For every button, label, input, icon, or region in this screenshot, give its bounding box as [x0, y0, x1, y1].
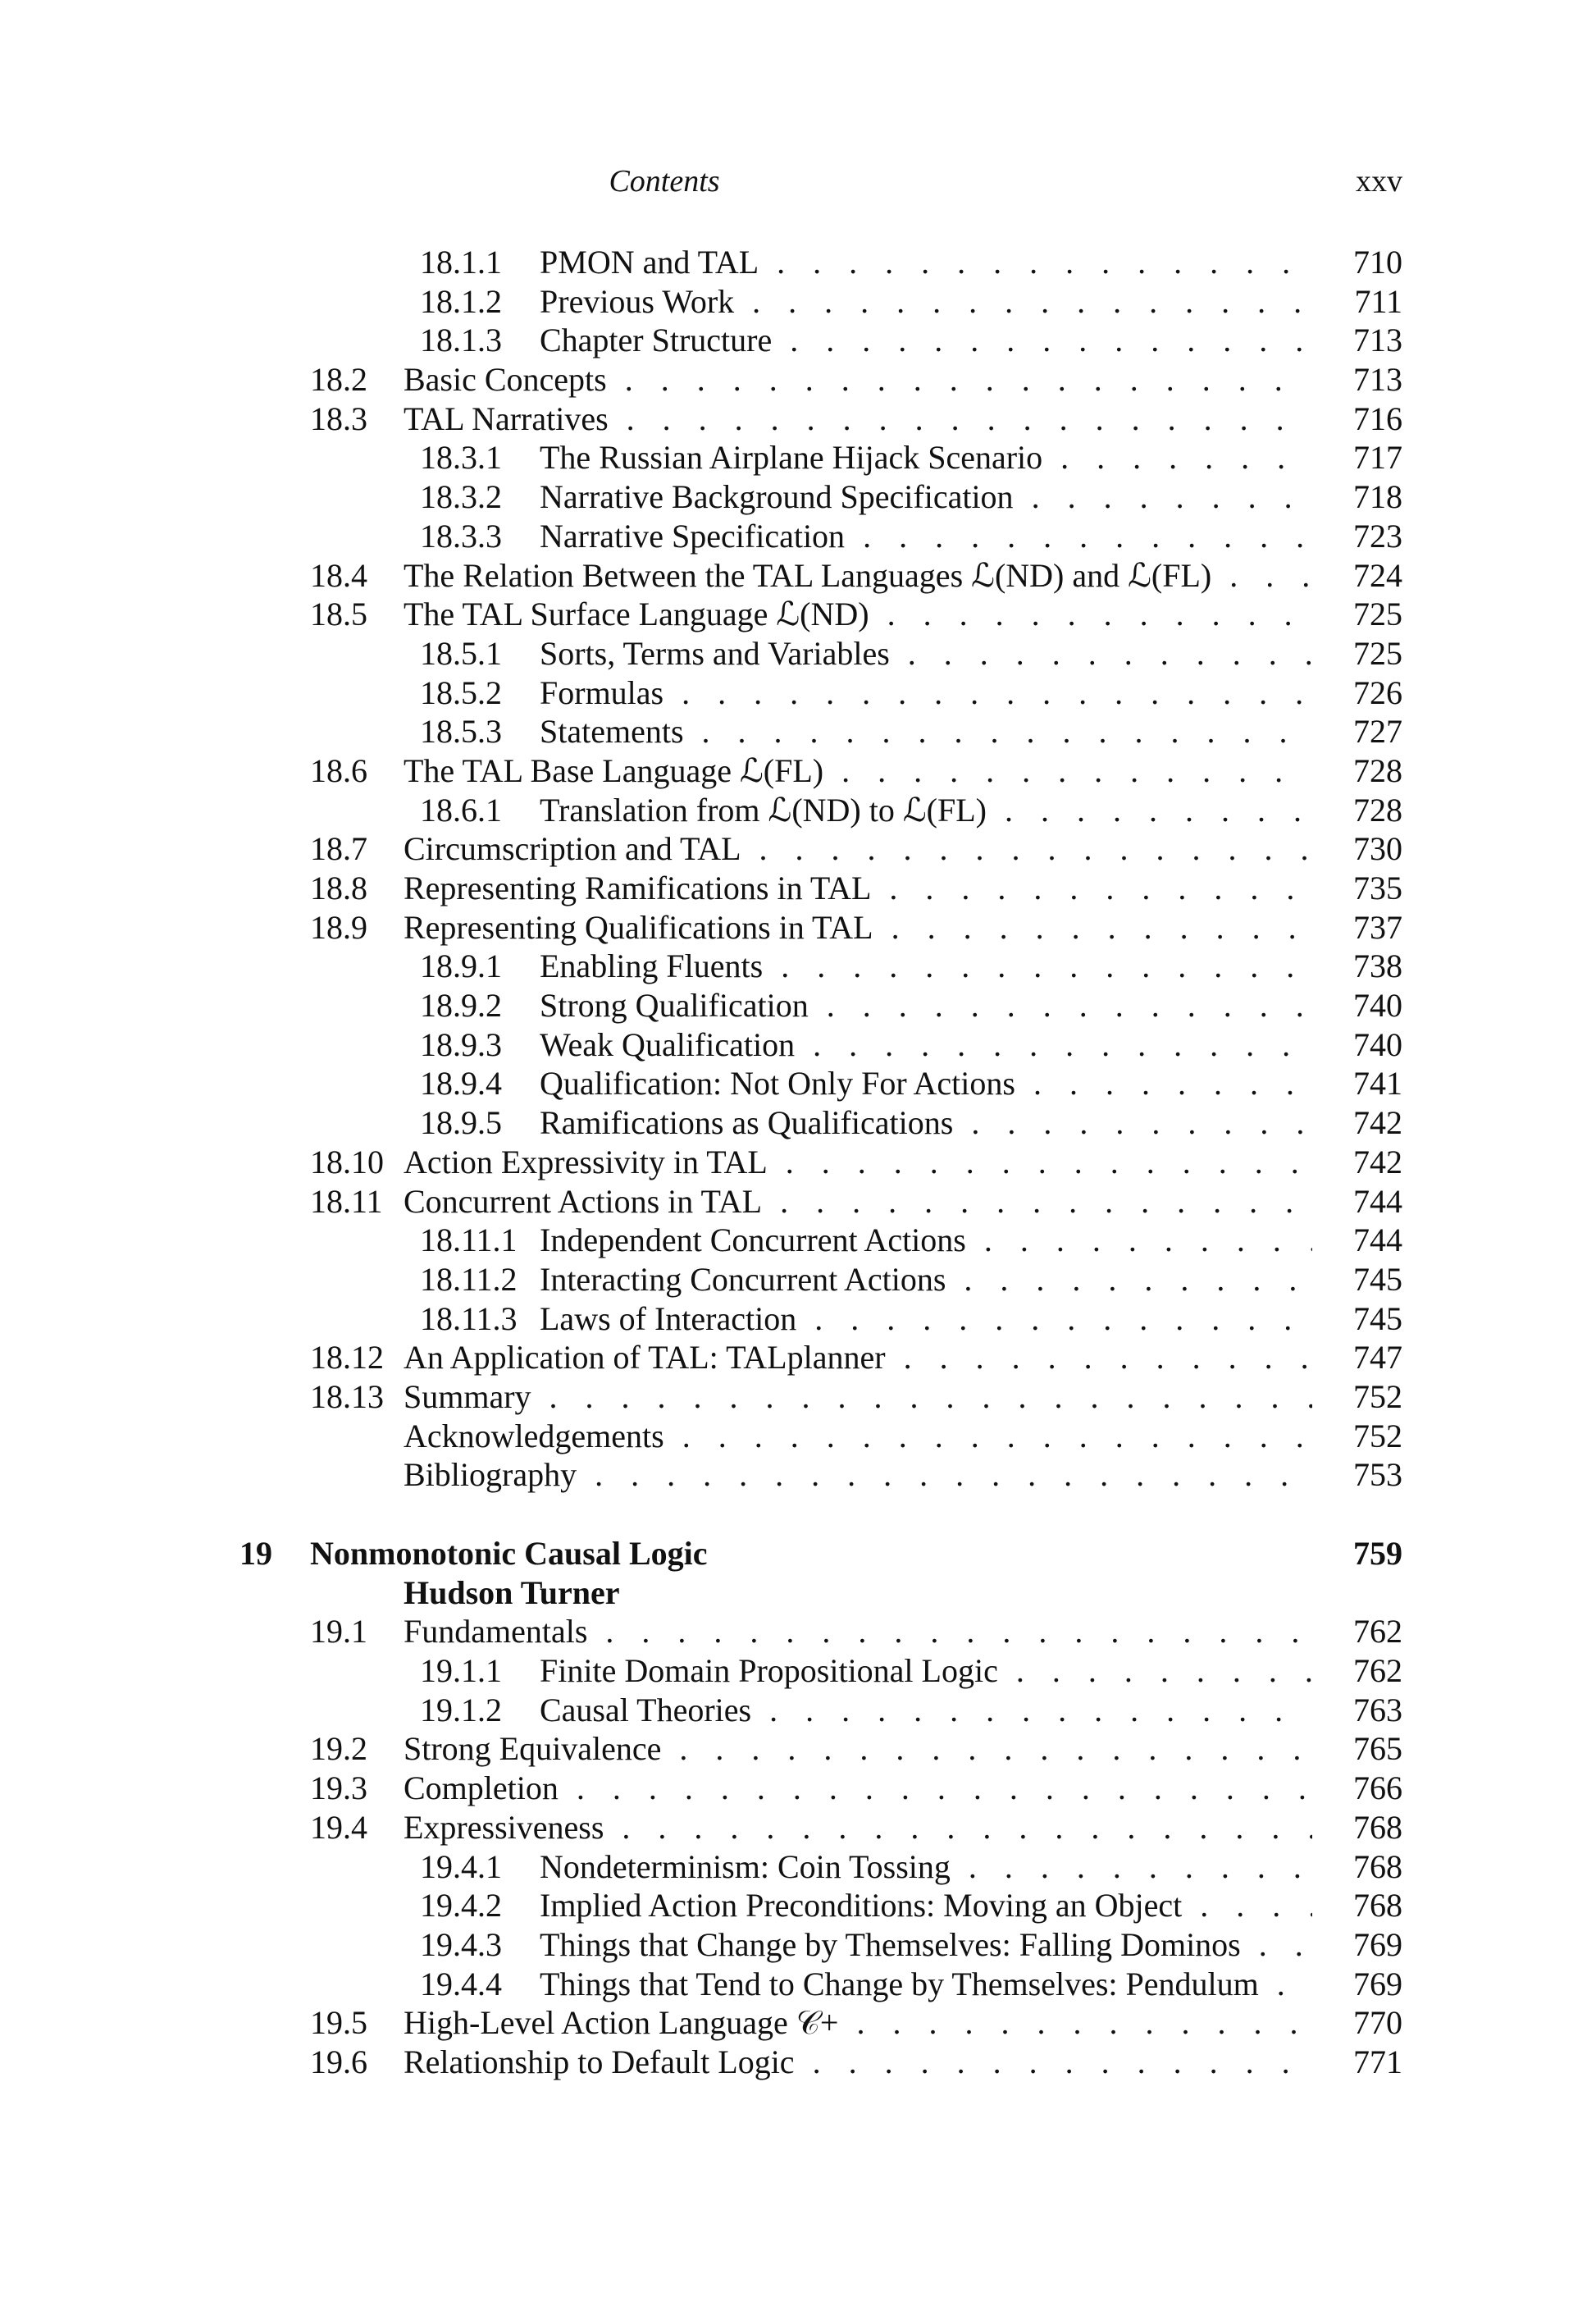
- toc-entry-page: 713: [1353, 361, 1402, 399]
- toc-entry[interactable]: [0, 321, 1596, 360]
- toc-entry-title: Previous Work . . .: [540, 282, 1312, 322]
- toc-entry[interactable]: [0, 1064, 1596, 1103]
- toc-entry-title: Action Expressivity in TAL . . .: [404, 1143, 1312, 1182]
- toc-entry-title: Ramifications as Qualifications . . .: [540, 1103, 1312, 1143]
- toc-entry-page: 770: [1353, 2004, 1402, 2042]
- toc-entry[interactable]: [0, 282, 1596, 322]
- running-header-title: Contents: [609, 164, 720, 199]
- toc-entry-number: 19.3: [310, 1769, 367, 1807]
- toc-entry-number: 18.5.3: [420, 713, 502, 751]
- toc-entry-page: 744: [1353, 1182, 1402, 1220]
- toc-entry-number: 18.1.2: [420, 282, 502, 320]
- toc-entry-title: Representing Qualifications in TAL . . .: [404, 908, 1312, 947]
- toc-entry-number: 18.1.3: [420, 322, 502, 359]
- table-of-contents: [0, 243, 1596, 2082]
- chapter-spacer: [0, 1495, 1596, 1534]
- toc-entry-number: 18.11: [310, 1182, 383, 1220]
- toc-entry-page: 763: [1353, 1691, 1402, 1728]
- toc-entry[interactable]: [0, 1417, 1596, 1456]
- toc-entry-page: 725: [1353, 596, 1402, 633]
- toc-entry-page: 726: [1353, 673, 1402, 711]
- toc-entry-page: 738: [1353, 947, 1402, 985]
- toc-entry-number: 19.6: [310, 2043, 367, 2080]
- toc-entry-page: 752: [1353, 1377, 1402, 1415]
- toc-entry-number: 18.11.2: [420, 1260, 518, 1298]
- toc-entry[interactable]: [0, 1612, 1596, 1651]
- toc-entry-number: 18.5.2: [420, 673, 502, 711]
- toc-entry[interactable]: [0, 869, 1596, 908]
- toc-entry-number: 18.6: [310, 751, 367, 789]
- toc-entry[interactable]: [0, 243, 1596, 282]
- toc-entry-page: 716: [1353, 400, 1402, 437]
- toc-entry[interactable]: [0, 360, 1596, 400]
- toc-entry-page: 752: [1353, 1417, 1402, 1454]
- toc-entry[interactable]: [0, 1221, 1596, 1260]
- toc-entry-title: The TAL Base Language ℒ(FL) . . .: [404, 751, 1312, 791]
- toc-entry[interactable]: [0, 438, 1596, 477]
- toc-entry-page: 710: [1353, 244, 1402, 281]
- toc-entry-page: 762: [1353, 1613, 1402, 1651]
- toc-entry-page: 745: [1353, 1260, 1402, 1298]
- toc-entry-title: Summary . . .: [404, 1377, 1312, 1417]
- toc-entry-title: Circumscription and TAL . . .: [404, 829, 1312, 869]
- toc-entry-title: The Relation Between the TAL Languages ℒ(ND) and ℒ(FL) . . .: [404, 556, 1312, 596]
- toc-entry[interactable]: [0, 517, 1596, 556]
- toc-entry-title: The Russian Airplane Hijack Scenario . . .: [540, 438, 1312, 477]
- toc-section-18: [0, 243, 1596, 1495]
- toc-entry[interactable]: [0, 1808, 1596, 1847]
- toc-entry-page: 725: [1353, 634, 1402, 672]
- toc-entry[interactable]: [0, 2003, 1596, 2043]
- toc-entry-page: 747: [1353, 1339, 1402, 1377]
- toc-entry[interactable]: [0, 1965, 1596, 2004]
- toc-entry-number: 18.8: [310, 870, 367, 906]
- toc-entry[interactable]: [0, 1260, 1596, 1299]
- toc-entry[interactable]: [0, 791, 1596, 830]
- toc-entry[interactable]: [0, 986, 1596, 1025]
- chapter-author-row: [0, 1573, 1596, 1613]
- toc-entry-number: 19.1.2: [420, 1691, 502, 1728]
- toc-entry-title: Strong Equivalence . . .: [404, 1729, 1312, 1769]
- toc-entry[interactable]: [0, 2043, 1596, 2082]
- chapter-page: 759: [1353, 1535, 1402, 1572]
- toc-entry-number: 18.11.3: [420, 1299, 518, 1337]
- toc-entry-title: Weak Qualification . . .: [540, 1025, 1312, 1065]
- toc-entry[interactable]: [0, 1729, 1596, 1769]
- toc-entry-title: Formulas . . .: [540, 673, 1312, 713]
- toc-entry[interactable]: [0, 595, 1596, 634]
- toc-entry-page: 727: [1353, 713, 1402, 751]
- toc-entry-title: Chapter Structure . . .: [540, 321, 1312, 360]
- toc-entry-number: 18.2: [310, 361, 367, 399]
- toc-entry-number: 18.9.5: [420, 1104, 502, 1142]
- toc-entry[interactable]: [0, 1651, 1596, 1691]
- toc-entry[interactable]: [0, 1847, 1596, 1887]
- toc-entry-number: 18.1.1: [420, 244, 502, 281]
- toc-entry[interactable]: [0, 1925, 1596, 1965]
- toc-entry[interactable]: [0, 1143, 1596, 1182]
- toc-entry-number: 18.9.1: [420, 947, 502, 985]
- toc-entry-number: 18.9.4: [420, 1065, 502, 1103]
- toc-entry-number: 18.6.1: [420, 791, 502, 829]
- toc-entry[interactable]: [0, 1299, 1596, 1339]
- toc-entry-number: 18.7: [310, 830, 367, 868]
- toc-entry-page: 713: [1353, 322, 1402, 359]
- toc-entry-page: 711: [1354, 282, 1402, 320]
- toc-entry-title: Things that Tend to Change by Themselves: Pendulum . . .: [540, 1965, 1312, 2004]
- toc-entry-title: Concurrent Actions in TAL . . .: [404, 1182, 1312, 1221]
- toc-entry-number: 19.4.4: [420, 1965, 502, 2002]
- toc-entry-title: Nondeterminism: Coin Tossing . . .: [540, 1847, 1312, 1887]
- toc-entry[interactable]: [0, 1103, 1596, 1143]
- toc-entry-number: 19.4.1: [420, 1847, 502, 1885]
- toc-entry-number: 18.3.2: [420, 478, 502, 516]
- toc-entry-title: Fundamentals . . .: [404, 1612, 1312, 1651]
- toc-entry-page: 769: [1353, 1925, 1402, 1963]
- toc-entry-page: 771: [1353, 2043, 1402, 2080]
- toc-entry-number: 18.3.3: [420, 517, 502, 555]
- toc-entry-number: 18.9.3: [420, 1025, 502, 1063]
- toc-entry-title: Narrative Background Specification . . .: [540, 477, 1312, 517]
- toc-entry-title: Qualification: Not Only For Actions . . .: [540, 1064, 1312, 1103]
- chapter-author: Hudson Turner: [404, 1573, 620, 1611]
- toc-entry-page: 766: [1353, 1769, 1402, 1807]
- toc-entry-number: 19.4.3: [420, 1925, 502, 1963]
- toc-entry-page: 769: [1353, 1965, 1402, 2002]
- toc-entry-page: 768: [1353, 1887, 1402, 1924]
- toc-entry-title: High-Level Action Language 𝒞+ . . .: [404, 2003, 1312, 2043]
- toc-entry-title: TAL Narratives . . .: [404, 400, 1312, 439]
- toc-entry-number: 18.5: [310, 596, 367, 633]
- toc-entry[interactable]: [0, 1338, 1596, 1377]
- toc-entry-page: 728: [1353, 751, 1402, 789]
- toc-entry-page: 742: [1353, 1143, 1402, 1180]
- toc-entry-title: PMON and TAL . . .: [540, 243, 1312, 282]
- toc-entry-number: 18.13: [310, 1377, 384, 1415]
- toc-entry[interactable]: [0, 1182, 1596, 1221]
- toc-entry[interactable]: [0, 947, 1596, 986]
- toc-entry-number: 18.4: [310, 556, 367, 594]
- toc-entry-page: 768: [1353, 1847, 1402, 1885]
- toc-entry-number: 18.12: [310, 1339, 384, 1377]
- toc-entry-title: Relationship to Default Logic . . .: [404, 2043, 1312, 2082]
- toc-entry-page: 740: [1353, 1025, 1402, 1063]
- toc-entry-number: 18.3: [310, 400, 367, 437]
- toc-entry-page: 730: [1353, 830, 1402, 868]
- toc-entry-number: 18.9: [310, 908, 367, 946]
- toc-entry[interactable]: [0, 712, 1596, 751]
- toc-entry-number: 19.1: [310, 1613, 367, 1651]
- toc-entry[interactable]: [0, 1455, 1596, 1495]
- toc-entry-title: Laws of Interaction . . .: [540, 1299, 1312, 1339]
- toc-entry-number: 18.11.1: [420, 1221, 518, 1259]
- toc-entry-title: Things that Change by Themselves: Falling Dominos . . .: [540, 1925, 1312, 1965]
- page-number: xxv: [1356, 164, 1402, 199]
- toc-entry-page: 718: [1353, 478, 1402, 516]
- toc-entry-page: 724: [1353, 556, 1402, 594]
- toc-entry-page: 768: [1353, 1808, 1402, 1846]
- toc-entry-number: 19.4: [310, 1808, 367, 1846]
- toc-entry-page: 740: [1353, 987, 1402, 1025]
- toc-entry-title: Implied Action Preconditions: Moving an Object . . .: [540, 1886, 1312, 1925]
- toc-entry-title: Sorts, Terms and Variables . . .: [540, 634, 1312, 673]
- toc-entry[interactable]: [0, 400, 1596, 439]
- toc-entry[interactable]: [0, 673, 1596, 713]
- toc-entry-number: 19.4.2: [420, 1887, 502, 1924]
- toc-entry-title: Basic Concepts . . .: [404, 360, 1312, 400]
- toc-entry[interactable]: [0, 829, 1596, 869]
- toc-entry-page: 735: [1353, 870, 1402, 906]
- toc-entry-page: 742: [1353, 1104, 1402, 1142]
- chapter-number: 19: [239, 1535, 272, 1572]
- toc-entry-page: 753: [1353, 1456, 1402, 1494]
- toc-entry-title: Narrative Specification . . .: [540, 517, 1312, 556]
- toc-entry[interactable]: [0, 1377, 1596, 1417]
- toc-entry-number: 19.5: [310, 2004, 367, 2042]
- toc-entry-title: Translation from ℒ(ND) to ℒ(FL) . . .: [540, 791, 1312, 830]
- toc-entry-number: 19.2: [310, 1730, 367, 1768]
- chapter-title: Nonmonotonic Causal Logic: [310, 1535, 708, 1572]
- toc-entry-title: The TAL Surface Language ℒ(ND) . . .: [404, 595, 1312, 634]
- toc-entry-title: Interacting Concurrent Actions . . .: [540, 1260, 1312, 1299]
- toc-entry-page: 765: [1353, 1730, 1402, 1768]
- toc-entry[interactable]: [0, 556, 1596, 596]
- toc-entry-title: An Application of TAL: TALplanner . . .: [404, 1338, 1312, 1377]
- toc-entry[interactable]: [0, 477, 1596, 517]
- toc-entry-page: 723: [1353, 517, 1402, 555]
- toc-entry-title: Causal Theories . . .: [540, 1691, 1312, 1730]
- toc-entry[interactable]: [0, 1691, 1596, 1730]
- toc-entry-page: 737: [1353, 908, 1402, 946]
- toc-entry-title: Expressiveness . . .: [404, 1808, 1312, 1847]
- toc-entry-number: 18.9.2: [420, 987, 502, 1025]
- toc-entry-title: Representing Ramifications in TAL . . .: [404, 869, 1312, 908]
- toc-entry-page: 717: [1353, 439, 1402, 477]
- toc-entry-number: 18.3.1: [420, 439, 502, 477]
- toc-entry-title: Completion . . .: [404, 1769, 1312, 1808]
- toc-entry-title: Strong Qualification . . .: [540, 986, 1312, 1025]
- toc-entry-page: 744: [1353, 1221, 1402, 1259]
- toc-entry[interactable]: [0, 908, 1596, 947]
- chapter-heading[interactable]: [0, 1534, 1596, 1573]
- toc-entry-page: 728: [1353, 791, 1402, 829]
- toc-entry-page: 741: [1353, 1065, 1402, 1103]
- toc-section-19: [0, 1612, 1596, 2081]
- toc-entry-page: 745: [1353, 1299, 1402, 1337]
- toc-entry[interactable]: [0, 751, 1596, 791]
- toc-entry-number: 18.10: [310, 1143, 384, 1180]
- toc-entry[interactable]: [0, 634, 1596, 673]
- toc-entry[interactable]: [0, 1886, 1596, 1925]
- toc-entry-number: 18.5.1: [420, 634, 502, 672]
- toc-entry[interactable]: [0, 1769, 1596, 1808]
- toc-entry-title: Finite Domain Propositional Logic . . .: [540, 1651, 1312, 1691]
- toc-entry-title: Statements . . .: [540, 712, 1312, 751]
- toc-entry-number: 19.1.1: [420, 1652, 502, 1690]
- toc-entry-title: Acknowledgements . . .: [404, 1417, 1312, 1456]
- toc-entry-title: Independent Concurrent Actions . . .: [540, 1221, 1312, 1260]
- toc-entry[interactable]: [0, 1025, 1596, 1065]
- toc-entry-title: Enabling Fluents . . .: [540, 947, 1312, 986]
- toc-entry-page: 762: [1353, 1652, 1402, 1690]
- toc-entry-title: Bibliography . . .: [404, 1455, 1312, 1495]
